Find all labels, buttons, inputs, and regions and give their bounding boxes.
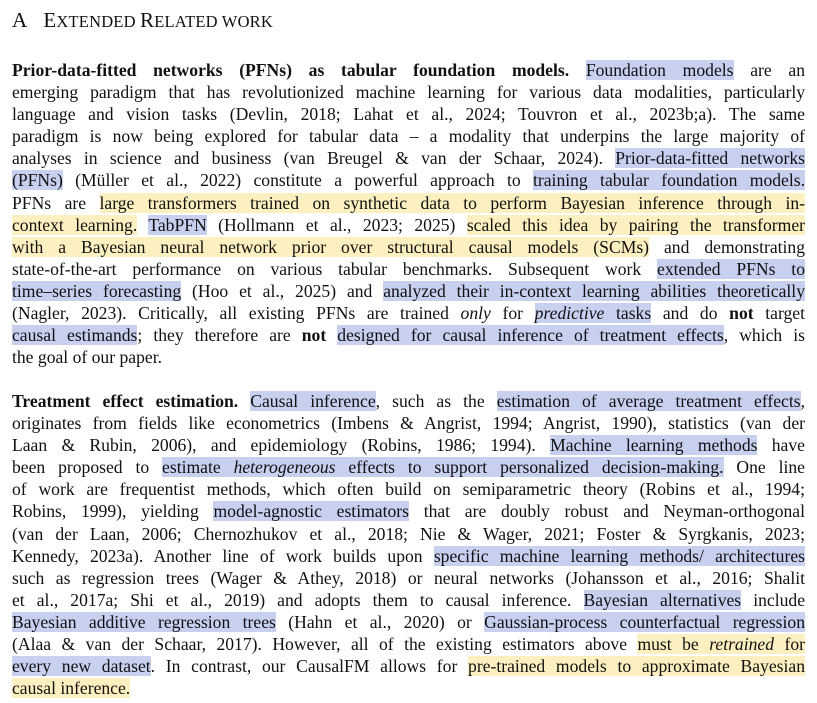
paragraph-treatment-effect-estimation — [12, 390, 805, 699]
text-span: that are doubly robust and Neyman-orthogonal — [408, 501, 806, 522]
text-span: , — [800, 391, 805, 411]
text-line — [12, 59, 805, 81]
highlighted-phrase: estimate — [162, 457, 234, 478]
text-line — [12, 478, 805, 500]
text-span: paradigm is now being explored for tabular data – a modality that underpins the large majority of — [12, 126, 805, 147]
paragraph-heading: not — [301, 325, 327, 346]
highlighted-phrase: only — [460, 303, 491, 324]
text-line — [12, 390, 805, 412]
highlighted-phrase: specific machine learning methods/ architectures — [433, 545, 805, 566]
text-span — [326, 325, 337, 345]
text-line — [12, 545, 805, 567]
highlighted-phrase: Causal inference — [250, 391, 376, 411]
highlighted-phrase: retrained — [709, 634, 775, 655]
text-span — [569, 60, 586, 80]
highlighted-phrase: Gaussian-process counterfactual regression — [484, 611, 805, 632]
text-span: have — [757, 435, 805, 456]
highlighted-phrase: scaled this idea by pairing the transformer — [466, 214, 805, 235]
paragraph-prior-data-fitted-networks — [12, 59, 805, 368]
text-line — [12, 302, 805, 324]
highlighted-phrase: pre-trained models to approximate Bayesian — [468, 656, 806, 677]
text-span: language and vision tasks (Devlin, 2018; Lahat et al., 2024; Touvron et al., 2023b;a). The same — [12, 104, 805, 125]
text-span: (Müller et al., 2022) constitute a powerful approach to — [62, 170, 533, 191]
text-span: Robins, 1999), yielding — [12, 501, 214, 522]
highlighted-phrase: (PFNs) — [12, 170, 63, 191]
highlighted-phrase: Prior-data-fitted networks — [615, 148, 805, 169]
highlighted-phrase: for — [774, 634, 805, 655]
text-line — [12, 81, 805, 103]
text-line — [12, 214, 805, 236]
highlighted-phrase: causal estimands — [12, 325, 138, 346]
text-span: are an — [733, 60, 805, 80]
highlighted-phrase: causal inference. — [12, 678, 131, 699]
text-line — [12, 103, 805, 125]
text-span: . In contrast, our CausalFM allows for — [150, 656, 469, 677]
highlighted-phrase: Foundation models — [585, 60, 734, 80]
highlighted-phrase: Machine learning methods — [550, 435, 758, 456]
highlighted-phrase: estimation of average treatment effects — [496, 391, 801, 411]
highlighted-phrase: tasks — [604, 303, 652, 324]
text-span: (Hahn et al., 2020) or — [275, 611, 485, 632]
text-line — [12, 611, 805, 633]
paragraph-heading: Prior-data-fitted networks (PFNs) as tabular foundation models. — [12, 60, 570, 80]
text-span: , such as the — [375, 391, 497, 411]
text-line — [12, 523, 805, 545]
text-line — [12, 677, 805, 699]
text-span — [137, 215, 148, 235]
text-span: Laan & Rubin, 2006), and epidemiology (Robins, 1986; 1994). — [12, 435, 551, 456]
highlighted-phrase: context learning. — [12, 214, 138, 235]
text-span: Kennedy, 2023a). Another line of work builds upon — [12, 545, 434, 566]
text-span: (Nagler, 2023). Critically, all existing PFNs are trained — [12, 303, 461, 324]
text-span: state-of-the-art performance on various tabular benchmarks. Subsequent work — [12, 258, 658, 279]
highlighted-phrase: designed for causal inference of treatment effects — [337, 325, 724, 346]
text-span: for — [490, 303, 535, 324]
text-span: PFNs are — [12, 192, 100, 213]
text-span: (Alaa & van der Schaar, 2017). However, all of the existing estimators above — [12, 634, 638, 655]
highlighted-phrase: every new dataset — [12, 656, 151, 677]
text-span: emerging paradigm that has revolutionized machine learning for various data modalities, particularly — [12, 82, 805, 103]
text-line — [12, 192, 805, 214]
text-span — [238, 391, 250, 411]
text-line — [12, 346, 805, 368]
highlighted-phrase: TabPFN — [148, 214, 207, 235]
text-span: ; they therefore are — [137, 325, 302, 346]
section-title: A EXTENDED RELATED WORK — [12, 8, 274, 32]
text-span: , which is — [723, 325, 805, 346]
text-line — [12, 567, 805, 589]
highlighted-phrase: Bayesian alternatives — [583, 589, 742, 610]
paragraph-heading: not — [729, 303, 754, 324]
text-span: of work are frequentist methods, which often build on semiparametric theory (Robins et al., 1994; — [12, 479, 805, 500]
text-line — [12, 125, 805, 147]
highlighted-phrase: Bayesian additive regression trees — [12, 611, 276, 632]
highlighted-phrase: with a Bayesian neural network prior over structural causal models (SCMs) — [12, 236, 650, 257]
highlighted-phrase: extended PFNs to — [657, 258, 805, 279]
text-line — [12, 169, 805, 191]
highlighted-phrase: time–series forecasting — [12, 280, 182, 301]
text-span: analyses in science and business (van Breugel & van der Schaar, 2024). — [12, 148, 616, 169]
text-line — [12, 147, 805, 169]
text-span: target — [753, 303, 805, 324]
text-span: and do — [651, 303, 730, 324]
highlighted-phrase: predictive — [534, 303, 605, 324]
highlighted-phrase: model-agnostic estimators — [213, 501, 409, 522]
paragraph-heading: Treatment effect estimation. — [12, 391, 239, 411]
highlighted-phrase: large transformers trained on synthetic data to perform Bayesian inference through in- — [99, 192, 805, 213]
section-number: A — [12, 8, 28, 32]
text-line — [12, 434, 805, 456]
text-span: include — [741, 589, 805, 610]
text-span: (van der Laan, 2006; Chernozhukov et al., 2018; Nie & Wager, 2021; Foster & Syrgkanis, 2023; — [12, 523, 805, 544]
text-line — [12, 258, 805, 280]
text-line — [12, 589, 805, 611]
text-span: been proposed to — [12, 457, 163, 478]
highlighted-phrase: training tabular foundation models. — [533, 170, 805, 191]
text-span: (Hoo et al., 2025) and — [181, 280, 384, 301]
text-line — [12, 412, 805, 434]
highlighted-phrase: effects to support personalized decision-making. — [335, 457, 724, 478]
text-span: (Hollmann et al., 2023; 2025) — [206, 214, 467, 235]
text-line — [12, 280, 805, 302]
text-line — [12, 456, 805, 478]
text-line — [12, 655, 805, 677]
text-span: the goal of our paper. — [12, 347, 162, 368]
text-span: such as regression trees (Wager & Athey, 2018) or neural networks (Johansson et al., 2016; Shalit — [12, 567, 805, 588]
highlighted-phrase: heterogeneous — [233, 457, 336, 478]
text-span: et al., 2017a; Shi et al., 2019) and adopts them to causal inference. — [12, 589, 584, 610]
highlighted-phrase: analyzed their in-context learning abilities theoretically — [383, 280, 805, 301]
text-line — [12, 236, 805, 258]
text-span: One line — [723, 457, 805, 478]
text-span: and demonstrating — [649, 236, 805, 257]
text-span: originates from fields like econometrics (Imbens & Angrist, 1994; Angrist, 1990), statistics (van der — [12, 413, 805, 434]
text-line — [12, 633, 805, 655]
text-line — [12, 324, 805, 346]
highlighted-phrase: must be — [637, 634, 710, 655]
text-line — [12, 500, 805, 522]
